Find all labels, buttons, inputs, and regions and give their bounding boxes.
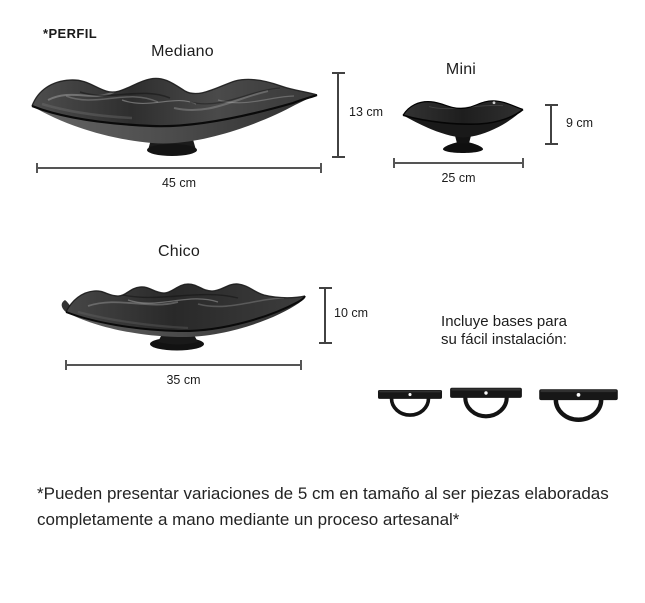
screw-hole xyxy=(484,391,487,394)
mini-bowl-icon xyxy=(399,94,527,154)
mediano-width-label: 45 cm xyxy=(161,176,197,190)
mediano-height-dimension-line xyxy=(337,72,339,158)
wall-mount-base-icon xyxy=(449,381,523,423)
mini-bowl-illustration xyxy=(399,94,527,154)
chico-bowl-icon xyxy=(58,280,308,352)
dimension-cap xyxy=(332,72,345,74)
mini-height-dimension-line xyxy=(550,104,552,145)
screw-hole xyxy=(408,393,411,396)
mini-height-label: 9 cm xyxy=(566,116,594,130)
disclaimer-line1: *Pueden presentar variaciones de 5 cm en tamaño al ser piezas elaboradas xyxy=(37,484,609,503)
bases-note-line1: Incluye bases para xyxy=(441,313,567,330)
bases-note xyxy=(417,313,591,349)
mediano-height-label: 13 cm xyxy=(349,105,384,119)
dimension-cap xyxy=(545,104,558,106)
dimension-cap xyxy=(319,342,332,344)
mediano-bowl-illustration xyxy=(22,76,322,158)
chico-height-dimension-line xyxy=(324,287,326,344)
dimension-cap xyxy=(393,158,395,168)
wall-mount-base-icon xyxy=(377,384,443,421)
bases-note-line2: su fácil instalación: xyxy=(441,331,567,348)
mini-width-label: 25 cm xyxy=(441,171,476,185)
disclaimer-text xyxy=(37,481,609,533)
chico-width-dimension-line xyxy=(65,364,302,366)
product-title-mini: Mini xyxy=(445,61,477,78)
mediano-bowl-icon xyxy=(22,76,322,158)
chico-bowl-illustration xyxy=(58,280,308,352)
dimension-cap xyxy=(319,287,332,289)
disclaimer-line2: completamente a mano mediante un proceso artesanal* xyxy=(37,510,460,529)
dimension-cap xyxy=(300,360,302,370)
dimension-cap xyxy=(36,163,38,173)
screw-hole xyxy=(577,393,581,397)
profile-label: *PERFIL xyxy=(43,26,98,41)
mini-width-dimension-line xyxy=(393,162,524,164)
mediano-width-dimension-line xyxy=(36,167,322,169)
dimension-cap xyxy=(332,156,345,158)
dimension-cap xyxy=(545,143,558,145)
product-title-chico: Chico xyxy=(158,243,200,260)
dimension-cap xyxy=(320,163,322,173)
dimension-cap xyxy=(65,360,67,370)
chico-width-label: 35 cm xyxy=(166,373,201,387)
product-title-mediano: Mediano xyxy=(151,43,214,60)
dimension-cap xyxy=(522,158,524,168)
wall-mount-base-icon xyxy=(538,382,619,427)
chico-height-label: 10 cm xyxy=(334,306,369,320)
